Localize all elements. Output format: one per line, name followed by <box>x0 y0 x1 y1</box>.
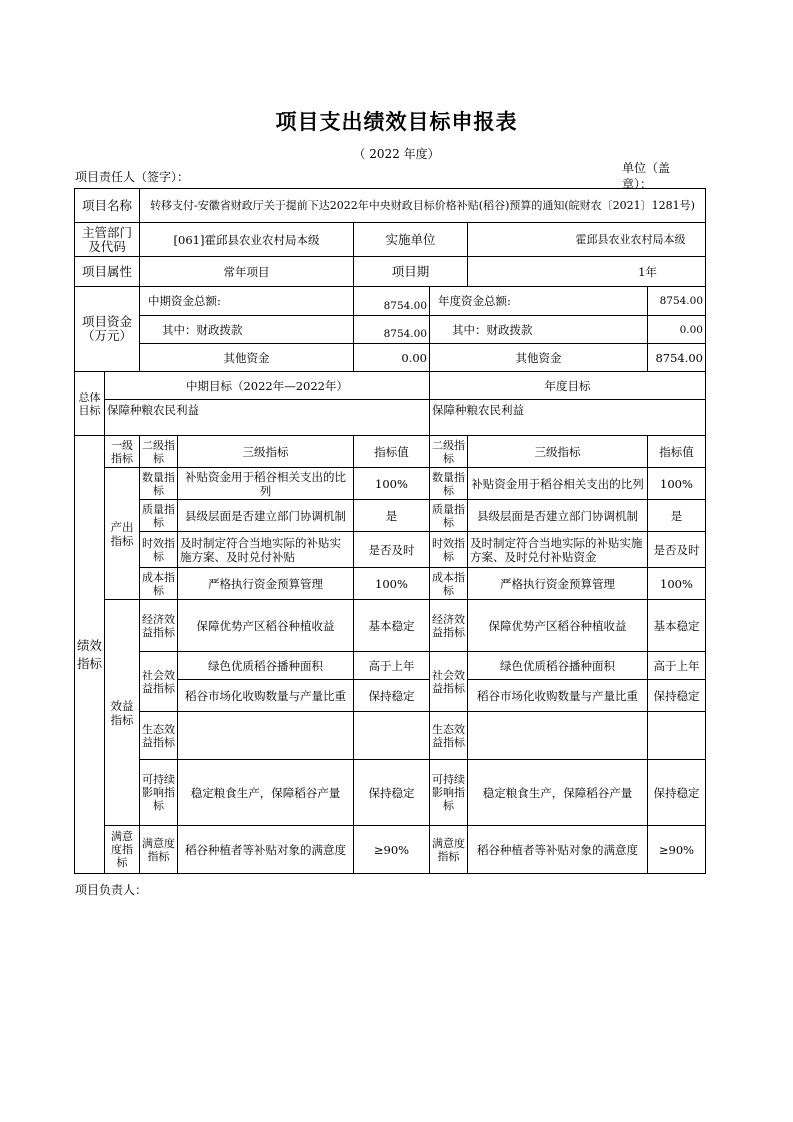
l2-timeliness: 时效指标 <box>140 532 178 568</box>
y-val-ecological <box>648 712 706 760</box>
col-level1: 一级指标 <box>105 436 140 468</box>
mid-val-quality: 是 <box>354 500 430 532</box>
l2-quantity: 数量指标 <box>140 468 178 500</box>
y-l3-satisfaction: 稻谷种植者等补贴对象的满意度 <box>468 826 648 874</box>
mid-val-cost: 100% <box>354 568 430 600</box>
unit-label: 单位（盖章）： <box>622 161 671 191</box>
y-l3-timeliness: 及时制定符合当地实际的补贴实施方案、及时兑付补贴资金 <box>468 532 648 568</box>
l2-ecological: 生态效益指标 <box>140 712 178 760</box>
y-l2-cost: 成本指标 <box>430 568 468 600</box>
mid-l3-social-2: 稻谷市场化收购数量与产量比重 <box>178 680 354 712</box>
mid-fiscal-value: 8754.00 <box>354 316 430 344</box>
col-value: 指标值 <box>354 436 430 468</box>
mid-other-label: 其他资金 <box>140 344 354 372</box>
mid-l3-sustainable: 稳定粮食生产，保障稻谷产量 <box>178 760 354 826</box>
y-l2-quantity: 数量指标 <box>430 468 468 500</box>
y-l2-sustainable: 可持续影响指标 <box>430 760 468 826</box>
mid-l3-timeliness: 及时制定符合当地实际的补贴实施方案、及时兑付补贴 <box>178 532 354 568</box>
l2-quality: 质量指标 <box>140 500 178 532</box>
l2-sustainable: 可持续影响指标 <box>140 760 178 826</box>
goals-year-header: 年度目标 <box>430 372 706 400</box>
period-label: 项目期 <box>354 257 468 287</box>
mid-total-label: 中期资金总额: <box>140 287 354 316</box>
attr-label: 项目属性 <box>75 257 140 287</box>
group-satisfaction: 满意度指标 <box>105 826 140 874</box>
group-output: 产出指标 <box>105 468 140 600</box>
year-fiscal-label: 其中：财政拨款 <box>430 316 648 344</box>
mid-val-economic: 基本稳定 <box>354 600 430 652</box>
y-val-quality: 是 <box>648 500 706 532</box>
mid-l3-ecological <box>178 712 354 760</box>
mid-total-value: 8754.00 <box>354 287 430 316</box>
impl-label: 实施单位 <box>354 223 468 257</box>
year-other-label: 其他资金 <box>430 344 648 372</box>
l2-social: 社会效益指标 <box>140 652 178 712</box>
y-val-cost: 100% <box>648 568 706 600</box>
y-val-satisfaction: ≥90% <box>648 826 706 874</box>
mid-val-timeliness: 是否及时 <box>354 532 430 568</box>
y-l2-satisfaction: 满意度指标 <box>430 826 468 874</box>
y-l3-quality: 县级层面是否建立部门协调机制 <box>468 500 648 532</box>
mid-other-value: 0.00 <box>354 344 430 372</box>
y-val-social-2: 保持稳定 <box>648 680 706 712</box>
performance-table <box>74 188 706 874</box>
mid-val-sustainable: 保持稳定 <box>354 760 430 826</box>
y-val-timeliness: 是否及时 <box>648 532 706 568</box>
dept-value: [061]霍邱县农业农村局本级 <box>140 223 354 257</box>
y-l3-social-1: 绿色优质稻谷播种面积 <box>468 652 648 680</box>
l2-satisfaction: 满意度指标 <box>140 826 178 874</box>
mid-val-social-1: 高于上年 <box>354 652 430 680</box>
col-level2: 二级指标 <box>140 436 178 468</box>
y-l3-social-2: 稻谷市场化收购数量与产量比重 <box>468 680 648 712</box>
goals-side-label: 总体目标 <box>75 372 105 436</box>
year-fiscal-value: 0.00 <box>648 316 706 344</box>
l2-economic: 经济效益指标 <box>140 600 178 652</box>
y-val-quantity: 100% <box>648 468 706 500</box>
funds-label: 项目资金 （万元） <box>75 287 140 372</box>
impl-value: 霍邱县农业农村局本级 <box>468 223 706 257</box>
l2-cost: 成本指标 <box>140 568 178 600</box>
indicators-side-label: 绩效指标 <box>75 436 105 874</box>
responsible-label: 项目责任人（签字）： <box>75 170 190 184</box>
col-level3-year: 三级指标 <box>468 436 648 468</box>
goals-mid-header: 中期目标（2022年—2022年） <box>105 372 430 400</box>
mid-l3-quantity: 补贴资金用于稻谷相关支出的比列 <box>178 468 354 500</box>
goals-year-text: 保障种粮农民利益 <box>430 400 706 436</box>
mid-val-social-2: 保持稳定 <box>354 680 430 712</box>
y-l2-quality: 质量指标 <box>430 500 468 532</box>
year-total-value: 8754.00 <box>648 287 706 316</box>
y-val-social-1: 高于上年 <box>648 652 706 680</box>
mid-l3-satisfaction: 稻谷种植者等补贴对象的满意度 <box>178 826 354 874</box>
mid-l3-quality: 县级层面是否建立部门协调机制 <box>178 500 354 532</box>
y-l3-cost: 严格执行资金预算管理 <box>468 568 648 600</box>
col-level3: 三级指标 <box>178 436 354 468</box>
y-l2-timeliness: 时效指标 <box>430 532 468 568</box>
y-l2-economic: 经济效益指标 <box>430 600 468 652</box>
mid-val-ecological <box>354 712 430 760</box>
y-l3-sustainable: 稳定粮食生产，保障稻谷产量 <box>468 760 648 826</box>
y-l2-social: 社会效益指标 <box>430 652 468 712</box>
project-name-value: 转移支付-安徽省财政厅关于提前下达2022年中央财政目标价格补贴(稻谷)预算的通知(皖财农〔2021〕1281号) <box>140 189 706 223</box>
group-benefit: 效益指标 <box>105 600 140 826</box>
mid-l3-social-1: 绿色优质稻谷播种面积 <box>178 652 354 680</box>
year-total-label: 年度资金总额: <box>430 287 648 316</box>
y-l3-economic: 保障优势产区稻谷种植收益 <box>468 600 648 652</box>
attr-value: 常年项目 <box>140 257 354 287</box>
mid-fiscal-label: 其中：财政拨款 <box>140 316 354 344</box>
y-l3-ecological <box>468 712 648 760</box>
y-l3-quantity: 补贴资金用于稻谷相关支出的比列 <box>468 468 648 500</box>
project-name-label: 项目名称 <box>75 189 140 223</box>
mid-val-quantity: 100% <box>354 468 430 500</box>
footer-responsible-label: 项目负责人： <box>75 883 148 897</box>
col-value-year: 指标值 <box>648 436 706 468</box>
mid-val-satisfaction: ≥90% <box>354 826 430 874</box>
mid-l3-economic: 保障优势产区稻谷种植收益 <box>178 600 354 652</box>
col-level2-year: 二级指标 <box>430 436 468 468</box>
y-val-sustainable: 保持稳定 <box>648 760 706 826</box>
year-other-value: 8754.00 <box>648 344 706 372</box>
y-l2-ecological: 生态效益指标 <box>430 712 468 760</box>
year-line: （ 2022 年度） <box>353 147 440 161</box>
dept-label: 主管部门及代码 <box>75 223 140 257</box>
y-val-economic: 基本稳定 <box>648 600 706 652</box>
period-value: 1年 <box>468 257 706 287</box>
page-title: 项目支出绩效目标申报表 <box>275 109 518 134</box>
mid-l3-cost: 严格执行资金预算管理 <box>178 568 354 600</box>
goals-mid-text: 保障种粮农民利益 <box>105 400 430 436</box>
